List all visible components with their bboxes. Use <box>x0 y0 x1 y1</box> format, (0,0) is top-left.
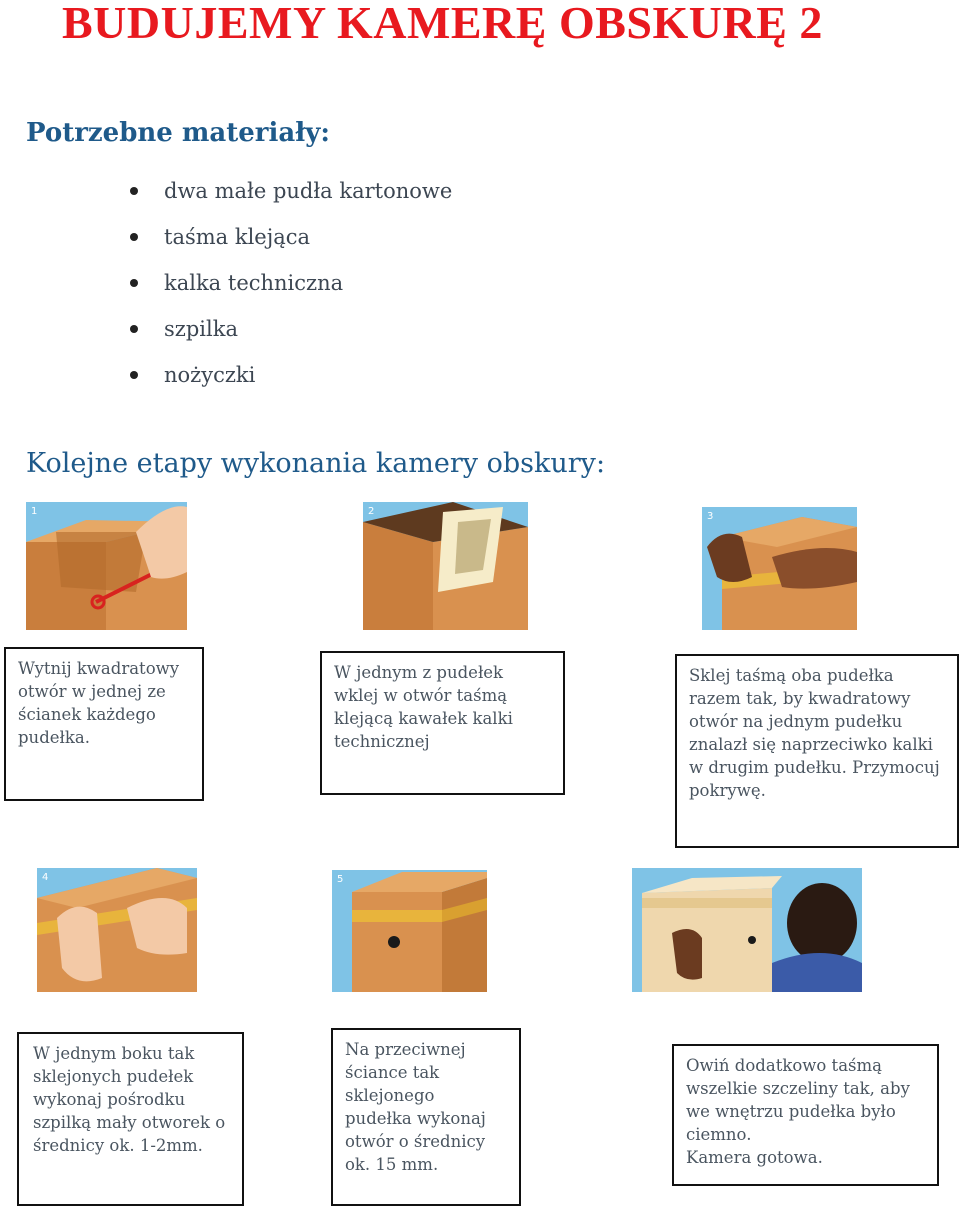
bullet-icon <box>130 233 138 241</box>
step-3-illustration <box>702 507 857 630</box>
step-5-caption: Na przeciwnej ściance tak sklejonego pudełka wykonaj otwór o średnicy ok. 15 mm. <box>331 1028 521 1206</box>
step-2-illustration <box>363 502 528 630</box>
step-5-number: 5 <box>337 874 344 885</box>
step-2-number: 2 <box>368 506 375 517</box>
list-item: taśma klejąca <box>130 218 452 264</box>
step-3-number: 3 <box>707 511 714 522</box>
bullet-icon <box>130 325 138 333</box>
bullet-icon <box>130 371 138 379</box>
step-4-illustration <box>37 868 197 992</box>
page-title: BUDUJEMY KAMERĘ OBSKURĘ 2 <box>62 0 823 48</box>
bullet-icon <box>130 279 138 287</box>
steps-heading: Kolejne etapy wykonania kamery obskury: <box>26 448 606 479</box>
step-3-caption: Sklej taśmą oba pudełka razem tak, by kwadratowy otwór na jednym pudełku znalazł się naprzeciwko kalki w drugim pudełku. Przymocuj pokrywę. <box>675 654 959 848</box>
materials-heading: Potrzebne materiały: <box>26 118 330 148</box>
list-item: nożyczki <box>130 356 452 402</box>
step-2-caption: W jednym z pudełek wklej w otwór taśmą klejącą kawałek kalki technicznej <box>320 651 565 795</box>
list-item: kalka techniczna <box>130 264 452 310</box>
step-1-number: 1 <box>31 506 38 517</box>
list-item: szpilka <box>130 310 452 356</box>
step-6-caption: Owiń dodatkowo taśmą wszelkie szczeliny tak, aby we wnętrzu pudełka było ciemno. Kamera gotowa. <box>672 1044 939 1186</box>
step-6-illustration <box>632 868 862 992</box>
materials-list <box>130 172 452 402</box>
list-item: dwa małe pudła kartonowe <box>130 172 452 218</box>
step-4-caption: W jednym boku tak sklejonych pudełek wykonaj pośrodku szpilką mały otworek o średnicy ok. 1-2mm. <box>17 1032 244 1206</box>
step-4-number: 4 <box>42 872 49 883</box>
bullet-icon <box>130 187 138 195</box>
step-1-illustration <box>26 502 187 630</box>
step-1-caption: Wytnij kwadratowy otwór w jednej ze ścianek każdego pudełka. <box>4 647 204 801</box>
step-5-illustration <box>332 870 487 992</box>
